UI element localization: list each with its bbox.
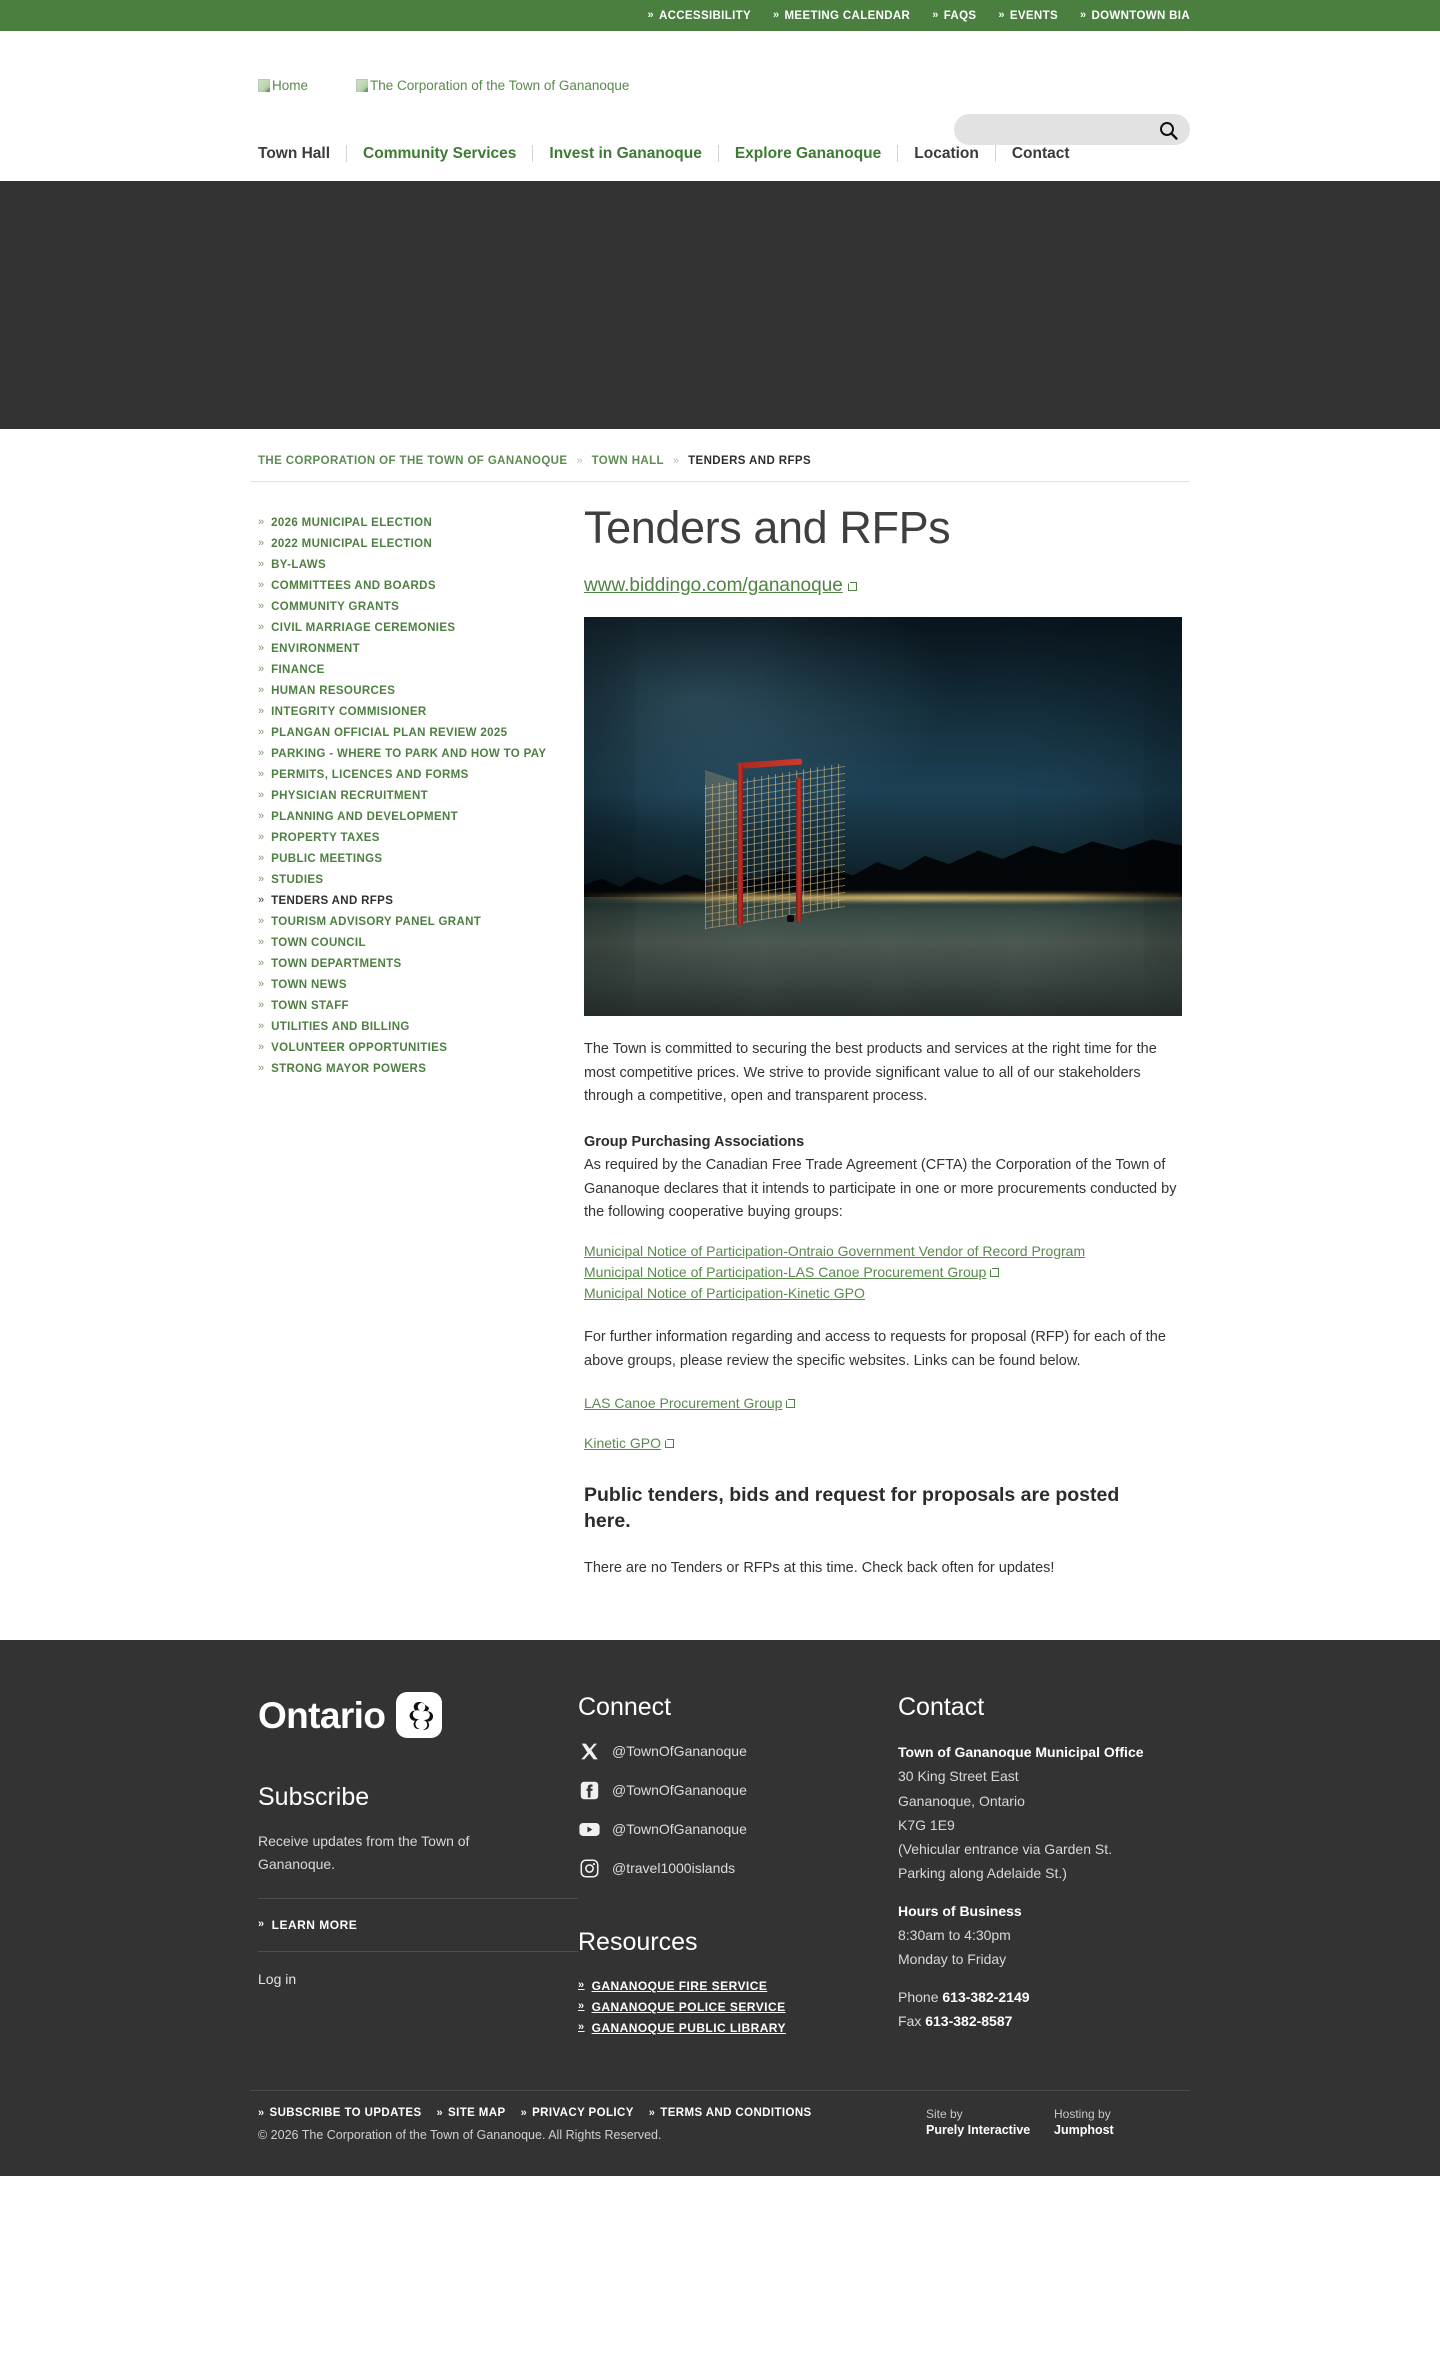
notice-link-kinetic-gpo[interactable] [584,1283,1182,1304]
contact-office-name: Town of Gananoque Municipal Office [898,1744,1144,1761]
sidebar-item-label: TOWN DEPARTMENTS [271,957,402,970]
sidebar-item-label: PROPERTY TAXES [271,831,380,844]
contact-phone-row [898,1985,1182,2009]
resource-item-police-service[interactable] [578,1996,898,2017]
double-chevron-right-icon: » [258,914,265,927]
main-content [584,504,1182,1580]
double-chevron-right-icon: » [258,1061,265,1074]
page-title: Tenders and RFPs [584,502,951,553]
sidebar-item-label: UTILITIES AND BILLING [271,1020,410,1033]
double-chevron-right-icon: » [258,620,265,633]
sidebar-item-finance[interactable] [258,659,560,680]
footer-column-connect [578,1692,898,2038]
contact-spacer [898,1885,1182,1899]
footer-bottom-links [258,2107,926,2119]
double-chevron-right-icon: » [258,767,265,780]
double-chevron-right-icon: » [773,9,780,21]
site-by-name[interactable]: Purely Interactive [926,2123,1031,2138]
resource-item-label: GANANOQUE POLICE SERVICE [591,1999,786,2014]
double-chevron-right-icon: » [258,1918,265,1931]
sidebar-item-town-departments[interactable] [258,953,560,974]
double-chevron-right-icon: » [578,2021,585,2034]
double-chevron-right-icon: » [258,536,265,549]
breadcrumb [250,429,1190,482]
resource-link-label: Kinetic GPO [584,1435,662,1452]
footer-link-privacy-policy[interactable] [521,2107,634,2119]
external-link-icon [990,1268,999,1277]
contact-heading: Contact [898,1693,985,1722]
resource-item-label: GANANOQUE PUBLIC LIBRARY [591,2020,786,2035]
sidebar-item-by-laws[interactable] [258,554,560,575]
sidebar-item-label: PLANGAN OFFICIAL PLAN REVIEW 2025 [271,726,508,739]
utility-link-label: FAQS [943,9,977,22]
sidebar-item-label: PARKING - WHERE TO PARK AND HOW TO PAY [271,747,547,760]
search-icon [1159,121,1178,140]
hero-banner [0,181,1440,429]
social-handle: @TownOfGananoque [612,1782,747,1799]
nav-item-explore-gananoque[interactable]: Explore Gananoque [719,145,898,162]
log-in-link[interactable]: Log in [258,1970,297,1987]
utility-link-label: MEETING CALENDAR [784,9,911,22]
sidebar-item-label: BY-LAWS [271,558,326,571]
resources-heading: Resources [578,1928,698,1957]
double-chevron-right-icon: » [258,977,265,990]
utility-link-events[interactable] [998,10,1058,22]
facebook-icon [578,1779,600,1801]
breadcrumb-item-town-hall[interactable]: TOWN HALL [591,455,664,467]
resource-item-public-library[interactable] [578,2017,898,2038]
sidebar-item-physician-recruitment[interactable] [258,785,560,806]
double-chevron-right-icon: » [647,9,654,21]
sidebar-item-label: 2022 MUNICIPAL ELECTION [271,537,433,550]
sidebar-item-label: COMMITTEES AND BOARDS [271,579,436,592]
learn-more-label: LEARN MORE [271,1917,358,1932]
resource-links-list [584,1373,1182,1453]
sidebar-item-label: FINANCE [271,663,325,676]
social-handle: @travel1000islands [612,1860,736,1877]
double-chevron-right-icon: » [258,1040,265,1053]
double-chevron-right-icon: » [998,9,1005,21]
broken-image-icon [258,79,270,92]
broken-image-icon [356,79,368,92]
sidebar-item-2026-municipal-election[interactable] [258,512,560,533]
social-link-facebook[interactable] [578,1779,898,1801]
contact-hours-line: Monday to Friday [898,1950,1007,1967]
contact-phone-label: Phone [898,1989,939,2006]
nav-item-contact[interactable]: Contact [1011,145,1070,162]
subscribe-text: Receive updates from the Town of Gananoque. [258,1833,470,1873]
contact-address-line: (Vehicular entrance via Garden St. [898,1840,1113,1857]
social-link-instagram[interactable] [578,1857,898,1879]
contact-fax-number: 613-382-8587 [925,2013,1013,2030]
double-chevron-right-icon: » [258,578,265,591]
nav-item-community-services[interactable]: Community Services [347,145,533,162]
nav-item-invest-in-gananoque[interactable]: Invest in Gananoque [533,145,718,162]
resource-link-label: LAS Canoe Procurement Group [584,1395,783,1412]
external-link-icon [848,582,857,591]
notice-link-label: Municipal Notice of Participation-Kinetic GPO [584,1285,865,1302]
corporation-logo-alt-text: The Corporation of the Town of Gananoque [370,78,630,93]
breadcrumb-zone [0,429,1440,482]
photo-vignette [584,617,1182,1016]
callout-heading: Public tenders, bids and request for proposals are posted here. [584,1484,1120,1533]
sidebar-item-label: INTEGRITY COMMISIONER [271,705,427,718]
contact-hours-line: 8:30am to 4:30pm [898,1926,1011,1943]
sidebar-item-label: TOWN COUNCIL [271,936,366,949]
sidebar-item-tenders-and-rfps[interactable] [258,890,560,911]
sidebar-item-label: TOWN STAFF [271,999,349,1012]
nav-item-town-hall[interactable]: Town Hall [258,145,347,162]
group-purchasing-paragraph: As required by the Canadian Free Trade Agreement (CFTA) the Corporation of the Town of Gananoque declares that it intends to participate in one or more procurements conducted by the following cooperative buying groups: [584,1157,1177,1221]
footer-link-label: PRIVACY POLICY [532,2107,634,2120]
contact-phone-number[interactable]: 613-382-2149 [942,1989,1030,2006]
breadcrumb-item-corporation[interactable]: THE CORPORATION OF THE TOWN OF GANANOQUE [258,455,568,467]
corporation-logo-link[interactable] [356,78,629,93]
double-chevron-right-icon: » [258,704,265,717]
learn-more-link[interactable] [258,1899,578,1951]
sidebar-item-plangan-official-plan-review-2025[interactable] [258,722,560,743]
connect-heading: Connect [578,1693,672,1722]
utility-link-label: DOWNTOWN BIA [1091,9,1190,22]
social-link-youtube[interactable] [578,1818,898,1840]
double-chevron-right-icon: » [258,809,265,822]
copyright-text: © 2026 The Corporation of the Town of Gananoque. All Rights Reserved. [258,2128,662,2143]
double-chevron-right-icon: » [258,935,265,948]
sidebar-item-environment[interactable] [258,638,560,659]
breadcrumb-separator-icon: » [672,455,680,467]
social-handle: @TownOfGananoque [612,1743,747,1760]
sidebar-item-community-grants[interactable] [258,596,560,617]
sidebar-item-human-resources[interactable] [258,680,560,701]
sidebar-item-label: COMMUNITY GRANTS [271,600,400,613]
notice-link-ontario-vendor-of-record[interactable] [584,1241,1182,1262]
sidebar-item-planning-and-development[interactable] [258,806,560,827]
hosting-by-credit [1054,2107,1182,2139]
utility-bar [0,0,1440,31]
notice-link-las-canoe[interactable] [584,1262,1182,1283]
sidebar-item-label: CIVIL MARRIAGE CEREMONIES [271,621,456,634]
resource-link-kinetic-gpo[interactable] [584,1435,674,1451]
sidebar-item-label: VOLUNTEER OPPORTUNITIES [271,1041,448,1054]
sidebar-item-2022-municipal-election[interactable] [258,533,560,554]
sidebar-item-parking[interactable] [258,743,560,764]
double-chevron-right-icon: » [1080,9,1087,21]
sidebar-item-civil-marriage-ceremonies[interactable] [258,617,560,638]
utility-link-accessibility[interactable] [647,10,751,22]
resource-item-label: GANANOQUE FIRE SERVICE [591,1978,768,1993]
double-chevron-right-icon: » [258,893,265,906]
footer-column-contact [898,1692,1182,2038]
ontario-logo [258,1692,578,1738]
utility-link-meeting-calendar[interactable] [773,10,910,22]
footer-link-label: TERMS AND CONDITIONS [660,2107,812,2120]
site-by-credit [926,2107,1054,2139]
intro-paragraph: The Town is committed to securing the best products and services at the right time for the most competitive prices. We strive to provide significant value to all of our stakeholders through a competitive, open and transparent process. [584,1041,1157,1105]
notice-link-label: Municipal Notice of Participation-LAS Canoe Procurement Group [584,1263,987,1280]
resource-link-las-canoe[interactable] [584,1395,795,1411]
page-body [250,482,1190,1640]
footer-link-label: SITE MAP [448,2107,506,2120]
breadcrumb-separator-icon: » [576,455,583,467]
sidebar-item-volunteer-opportunities[interactable] [258,1037,560,1058]
site-header [0,31,1440,181]
sidebar-item-label: STRONG MAYOR POWERS [271,1062,427,1075]
sidebar-item-label: ENVIRONMENT [271,642,360,655]
sidebar-item-tourism-advisory-panel-grant[interactable] [258,911,560,932]
status-paragraph: There are no Tenders or RFPs at this time. Check back often for updates! [584,1559,1055,1576]
sidebar-item-label: TENDERS AND RFPS [271,894,394,907]
double-chevron-right-icon: » [258,683,265,696]
sidebar-item-label: PLANNING AND DEVELOPMENT [271,810,458,823]
utility-link-label: EVENTS [1009,9,1058,22]
trillium-icon [403,1699,435,1731]
subscribe-heading: Subscribe [258,1783,370,1812]
double-chevron-right-icon: » [520,2106,528,2119]
contact-fax-label: Fax [898,2013,922,2030]
home-logo-link[interactable] [258,78,308,93]
biddingo-link-label: www.biddingo.com/gananoque [584,575,843,597]
footer-link-subscribe-to-updates[interactable] [258,2107,422,2119]
double-chevron-right-icon: » [258,641,265,654]
site-footer [0,1640,1440,2176]
sidebar-item-town-news[interactable] [258,974,560,995]
double-chevron-right-icon: » [258,851,265,864]
double-chevron-right-icon: » [578,1979,585,1992]
double-chevron-right-icon: » [258,830,265,843]
double-chevron-right-icon: » [258,1019,265,1032]
hosting-by-name[interactable]: Jumphost [1054,2123,1114,2138]
footer-link-site-map[interactable] [437,2107,506,2119]
double-chevron-right-icon: » [258,788,265,801]
sidebar-item-public-meetings[interactable] [258,848,560,869]
double-chevron-right-icon: » [258,956,265,969]
external-link-icon [665,1439,674,1448]
breadcrumb-item-current: TENDERS AND RFPS [688,455,812,467]
footer-link-terms-and-conditions[interactable] [649,2107,812,2119]
ontario-wordmark: Ontario [258,1694,386,1736]
contact-spacer [898,1971,1182,1985]
site-search [954,114,1190,145]
ontario-trillium-badge [396,1692,442,1738]
sidebar-item-label: STUDIES [271,873,324,886]
double-chevron-right-icon: » [258,746,265,759]
footer-bottom-bar [250,2090,1190,2176]
contact-address-line: K7G 1E9 [898,1816,955,1833]
utility-link-downtown-bia[interactable] [1080,10,1190,22]
contact-hours-heading: Hours of Business [898,1902,1022,1919]
contact-fax-row [898,2009,1182,2033]
sidebar-item-label: TOWN NEWS [271,978,347,991]
search-submit-button[interactable] [1156,118,1180,142]
main-navigation [258,145,1070,162]
utility-link-faqs[interactable] [932,10,976,22]
search-input[interactable] [954,114,1190,145]
sidebar-item-permits-licences-and-forms[interactable] [258,764,560,785]
sidebar-item-utilities-and-billing[interactable] [258,1016,560,1037]
double-chevron-right-icon: » [258,557,265,570]
sidebar-item-town-staff[interactable] [258,995,560,1016]
notice-links-list [584,1241,1182,1305]
sidebar-item-label: TOURISM ADVISORY PANEL GRANT [271,915,482,928]
double-chevron-right-icon: » [578,2000,585,2013]
contact-address-line: Gananoque, Ontario [898,1792,1025,1809]
sidebar-item-property-taxes[interactable] [258,827,560,848]
double-chevron-right-icon: » [932,9,939,21]
sidebar-item-label: PUBLIC MEETINGS [271,852,383,865]
double-chevron-right-icon: » [258,515,265,528]
sidebar-item-strong-mayor-powers[interactable] [258,1058,560,1079]
sidebar-item-studies[interactable] [258,869,560,890]
utility-link-label: ACCESSIBILITY [658,9,752,22]
subscribe-divider-bottom [258,1951,578,1952]
nav-item-location[interactable]: Location [898,145,996,162]
footer-bottom-left [258,2107,926,2142]
double-chevron-right-icon: » [258,872,265,885]
instagram-icon [578,1857,600,1879]
double-chevron-right-icon: » [258,599,265,612]
further-info-paragraph: For further information regarding and access to requests for proposal (RFP) for each of the above groups, please review the specific websites. Links can be found below. [584,1329,1166,1369]
youtube-icon [578,1818,600,1840]
contact-address-line: 30 King Street East [898,1768,1019,1785]
sidebar-item-label: HUMAN RESOURCES [271,684,396,697]
sidebar-item-label: 2026 MUNICIPAL ELECTION [271,516,433,529]
x-twitter-icon [578,1740,600,1762]
hero-photo [584,617,1182,1016]
double-chevron-right-icon: » [436,2106,444,2119]
site-by-label: Site by [926,2107,963,2122]
social-link-x-twitter[interactable] [578,1740,898,1762]
double-chevron-right-icon: » [258,998,265,1011]
notice-link-label: Municipal Notice of Participation-Ontraio Government Vendor of Record Program [584,1242,1086,1259]
double-chevron-right-icon: » [648,2106,656,2119]
sidebar-item-town-council[interactable] [258,932,560,953]
section-navigation-sidebar [258,504,560,1079]
resource-item-fire-service[interactable] [578,1975,898,1996]
external-link-icon [786,1399,795,1408]
footer-column-subscribe [258,1692,578,2038]
group-purchasing-heading: Group Purchasing Associations [584,1133,805,1150]
double-chevron-right-icon: » [258,725,265,738]
biddingo-external-link[interactable] [584,575,857,597]
double-chevron-right-icon: » [258,2106,265,2119]
sidebar-item-label: PERMITS, LICENCES AND FORMS [271,768,469,781]
contact-address-line: Parking along Adelaide St.) [898,1864,1067,1881]
home-logo-alt-text: Home [272,78,309,93]
sidebar-item-integrity-commisioner[interactable] [258,701,560,722]
sidebar-item-label: PHYSICIAN RECRUITMENT [271,789,428,802]
sidebar-item-committees-and-boards[interactable] [258,575,560,596]
hosting-by-label: Hosting by [1054,2107,1111,2122]
footer-link-label: SUBSCRIBE TO UPDATES [269,2107,422,2120]
double-chevron-right-icon: » [258,662,265,675]
utility-bar-links [250,10,1190,22]
social-handle: @TownOfGananoque [612,1821,747,1838]
